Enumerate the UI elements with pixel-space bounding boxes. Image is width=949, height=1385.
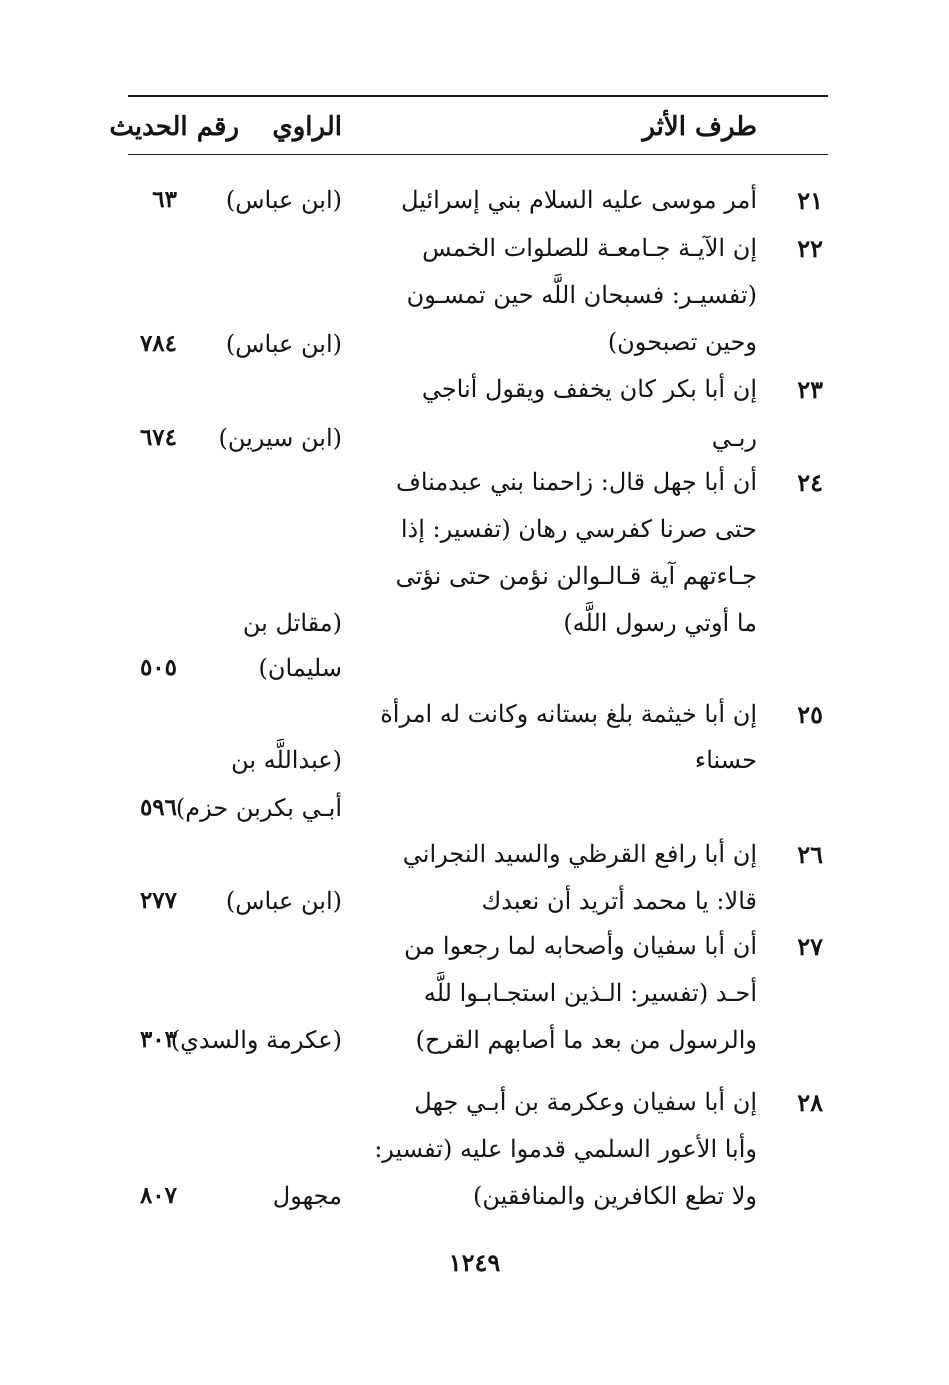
entry-hadith-number: ٨٠٧ [139, 1182, 177, 1209]
entry-hadith-number: ٥٩٦ [139, 794, 177, 821]
entry-narrator: سليمان) [258, 654, 342, 682]
entry-text-line: أن أبا جهل قال: زاحمنا بني عبدمناف [395, 468, 757, 496]
entry-hadith-number: ٦٣ [152, 186, 177, 213]
entry-narrator: (ابن سيرين) [218, 424, 342, 452]
entry-text-line: وأبا الأعور السلمي قدموا عليه (تفسير: [374, 1135, 757, 1163]
column-header-narrator: الراوي [272, 112, 342, 142]
entry-narrator: (ابن عباس) [225, 887, 342, 915]
entry-text-line: أن أبا سفيان وأصحابه لما رجعوا من [404, 932, 757, 960]
entry-narrator: (عبداللَّه بن [231, 746, 342, 774]
header-bottom-rule [128, 154, 828, 155]
entry-number: ٢٤ [797, 468, 823, 497]
entry-hadith-number: ٣٠٣ [139, 1026, 177, 1053]
entry-hadith-number: ٢٧٧ [139, 887, 177, 914]
entry-number: ٢٦ [797, 840, 823, 869]
entry-number: ٢٥ [797, 700, 823, 729]
entry-narrator: (مقاتل بن [242, 609, 342, 637]
entry-number: ٢٨ [797, 1088, 823, 1117]
entry-number: ٢٣ [797, 375, 823, 404]
entry-hadith-number: ٦٧٤ [139, 424, 177, 451]
entry-text-line: إن أبا رافع القرظي والسيد النجراني [402, 840, 757, 868]
entry-text-line: ربـي [711, 424, 757, 452]
entry-narrator: مجهول [272, 1182, 342, 1210]
entry-text-line: إن أبا سفيان وعكرمة بن أبـي جهل [414, 1088, 757, 1116]
entry-text-line: قالا: يا محمد أتريد أن نعبدك [481, 887, 757, 915]
entry-text-line: (تفسيـر: فسبحان اللَّه حين تمسـون [406, 281, 757, 309]
header-top-rule [128, 95, 828, 97]
column-header-hadith-number: رقم الحديث [109, 112, 239, 142]
entry-hadith-number: ٧٨٤ [139, 330, 177, 357]
entry-text-line: والرسول من بعد ما أصابهم القرح) [415, 1026, 757, 1054]
entry-text-line: أحـد (تفسير: الـذين استجـابـوا للَّه [423, 979, 757, 1007]
entry-text-line: إن الآيـة جـامعـة للصلوات الخمس [422, 234, 757, 262]
entry-narrator: (عكرمة والسدي) [170, 1026, 342, 1054]
entry-text-line: وحين تصبحون) [607, 328, 757, 356]
entry-number: ٢٢ [797, 234, 823, 263]
entry-text-line: جـاءتهم آية قـالـوالن نؤمن حتى نؤتى [395, 562, 757, 590]
entry-text-line: حسناء [694, 746, 757, 774]
entry-narrator: (ابن عباس) [225, 330, 342, 358]
entry-narrator: (ابن عباس) [225, 186, 342, 214]
entry-text-line: أمر موسى عليه السلام بني إسرائيل [401, 186, 757, 214]
page-number: ١٢٤٩ [448, 1248, 501, 1277]
entry-number: ٢١ [797, 186, 823, 215]
entry-text-line: ما أوتي رسول اللَّه) [563, 609, 757, 637]
entry-number: ٢٧ [797, 932, 823, 961]
entry-hadith-number: ٥٠٥ [139, 654, 177, 681]
entry-text-line: ولا تطع الكافرين والمنافقين) [472, 1182, 757, 1210]
entry-text-line: إن أبا بكر كان يخفف ويقول أناجي [421, 375, 757, 403]
column-header-title: طرف الأثر [642, 112, 757, 142]
entry-narrator: أبـي بكربن حزم) [175, 794, 342, 822]
entry-text-line: حتى صرنا كفرسي رهان (تفسير: إذا [400, 515, 757, 543]
entry-text-line: إن أبا خيثمة بلغ بستانه وكانت له امرأة [380, 700, 757, 728]
